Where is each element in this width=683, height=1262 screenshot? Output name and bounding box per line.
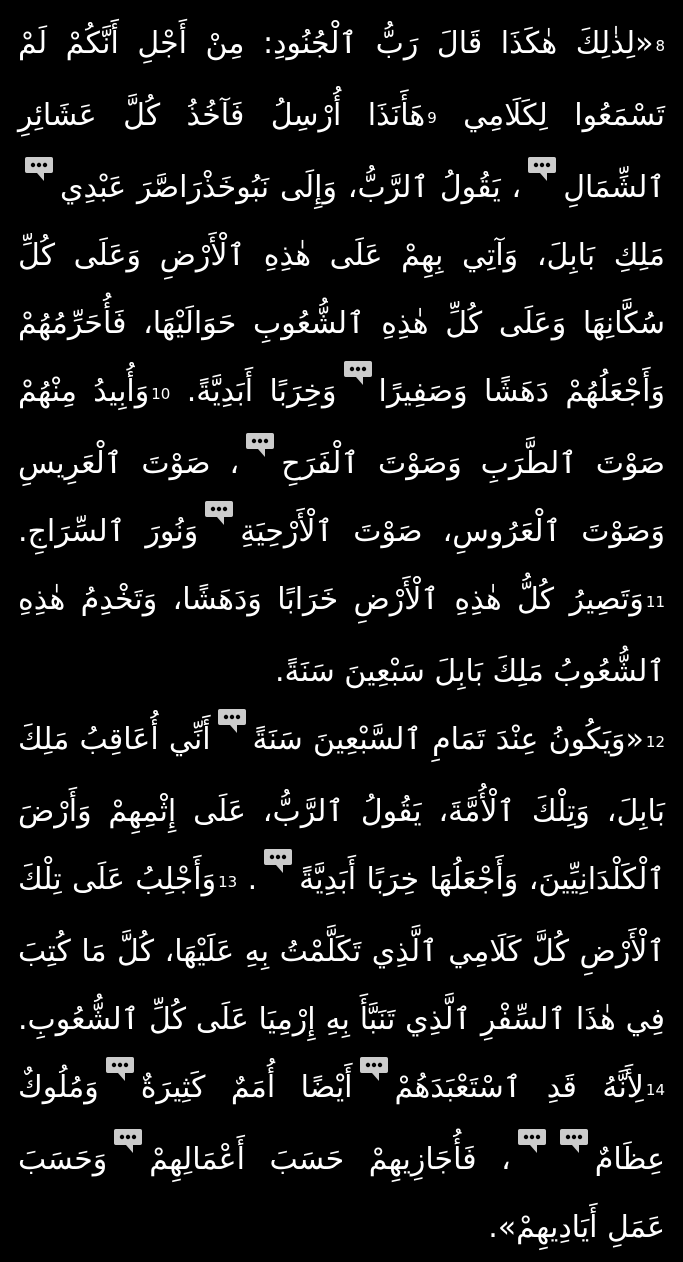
verse-number-11[interactable]: 11 <box>645 593 665 611</box>
verse-14-text-c: وَمُلُوكٌ عِظَامٌ <box>18 1070 665 1177</box>
verse-number-14[interactable]: 14 <box>645 1081 665 1099</box>
footnote-comment-icon[interactable] <box>204 499 234 527</box>
paragraph-verses-8-11 <box>18 10 665 706</box>
verse-number-8[interactable]: 8 <box>655 37 665 55</box>
footnote-comment-icon[interactable] <box>359 1055 389 1083</box>
footnote-comment-icon[interactable] <box>263 847 293 875</box>
verse-12-text-a: «وَيَكُونُ عِنْدَ تَمَامِ ٱلسَّبْعِينَ سَنَةً <box>252 722 644 757</box>
footnote-comment-icon[interactable] <box>113 1127 143 1155</box>
verse-9-text-a: هَأَنَذَا أُرْسِلُ فَآخُذُ كُلَّ عَشَائِرِ ٱلشِّمَالِ <box>18 98 665 205</box>
footnote-comment-icon[interactable] <box>343 359 373 387</box>
verse-11-text: وَتَصِيرُ كُلُّ هٰذِهِ ٱلْأَرْضِ خَرَابًا وَدَهَشًا، وَتَخْدِمُ هٰذِهِ ٱلشُّعُوبُ مَلِكَ بَابِلَ سَبْعِينَ سَنَةً. <box>18 582 665 689</box>
verse-14-text-b: أَيْضًا أُمَمٌ كَثِيرَةٌ <box>140 1070 353 1105</box>
verse-14-text-e: وَحَسَبَ عَمَلِ أَيَادِيهِمْ». <box>18 1142 665 1245</box>
footnote-comment-icon[interactable] <box>245 431 275 459</box>
paragraph-verses-12-14 <box>18 706 665 1262</box>
verse-9-text-c: مَلِكِ بَابِلَ، وَآتِي بِهِمْ عَلَى هٰذِهِ ٱلْأَرْضِ وَعَلَى كُلِّ سُكَّانِهَا وَعَلَى كُلِّ هٰذِهِ ٱلشُّعُوبِ حَوَالَيْهَا، فَأُحَرِّمُهُمْ وَأَجْعَلُهُمْ دَهَشًا وَصَفِيرًا <box>18 238 665 409</box>
verse-number-9[interactable]: 9 <box>427 109 437 127</box>
verse-13-text: وَأَجْلِبُ عَلَى تِلْكَ ٱلْأَرْضِ كُلَّ كَلَامِي ٱلَّذِي تَكَلَّمْتُ بِهِ عَلَيْهَا، كُلَّ مَا كُتِبَ فِي هٰذَا ٱلسِّفْرِ ٱلَّذِي تَنَبَّأَ بِهِ إِرْمِيَا عَلَى كُلِّ ٱلشُّعُوبِ. <box>18 862 665 1037</box>
verse-number-10[interactable]: 10 <box>151 385 171 403</box>
verse-10-text-a: وَأُبِيدُ مِنْهُمْ صَوْتَ ٱلطَّرَبِ وَصَوْتَ ٱلْفَرَحِ <box>18 374 665 481</box>
footnote-comment-icon[interactable] <box>24 155 54 183</box>
verse-9-text-d: وَخِرَبًا أَبَدِيَّةً. <box>186 374 337 409</box>
verse-8-text: «لِذٰلِكَ هٰكَذَا قَالَ رَبُّ ٱلْجُنُودِ: مِنْ أَجْلِ أَنَّكُمْ لَمْ تَسْمَعُوا لِكَلَامِي <box>18 26 665 133</box>
verse-10-text-b: ، صَوْتَ ٱلْعَرِيسِ وَصَوْتَ ٱلْعَرُوسِ، صَوْتَ ٱلْأَرْحِيَةِ <box>18 446 665 549</box>
verse-14-text-d: ، فَأُجَازِيهِمْ حَسَبَ أَعْمَالِهِمْ <box>149 1142 511 1177</box>
footnote-comment-icon[interactable] <box>217 707 247 735</box>
footnote-comment-icon[interactable] <box>105 1055 135 1083</box>
verse-12-text-c: . <box>247 862 258 897</box>
verse-number-12[interactable]: 12 <box>645 733 665 751</box>
verse-14-text-a: لِأَنَّهُ قَدِ ٱسْتَعْبَدَهُمْ <box>394 1070 644 1105</box>
footnote-comment-icon[interactable] <box>559 1127 589 1155</box>
footnote-comment-icon[interactable] <box>517 1127 547 1155</box>
verse-10-text-c: وَنُورَ ٱلسِّرَاجِ. <box>18 514 199 549</box>
verse-number-13[interactable]: 13 <box>218 873 238 891</box>
verse-9-text-b: ، يَقُولُ ٱلرَّبُّ، وَإِلَى نَبُوخَذْرَاصَّرَ عَبْدِي <box>60 170 522 205</box>
footnote-comment-icon[interactable] <box>527 155 557 183</box>
verse-12-text-b: أَنِّي أُعَاقِبُ مَلِكَ بَابِلَ، وَتِلْكَ ٱلْأُمَّةَ، يَقُولُ ٱلرَّبُّ، عَلَى إِثْمِهِمْ وَأَرْضَ ٱلْكَلْدَانِيِّينَ، وَأَجْعَلُهَا خِرَبًا أَبَدِيَّةً <box>18 722 665 897</box>
